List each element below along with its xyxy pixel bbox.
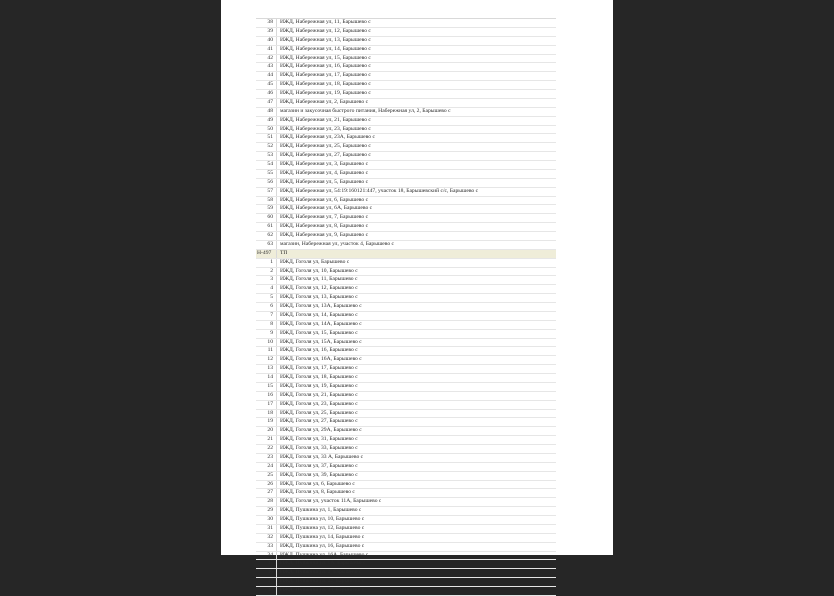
table-row (256, 392, 556, 401)
table-row (256, 454, 556, 463)
row-text: магазин, Набережная ул, участок 4, Барышево с (280, 240, 395, 247)
table-row (256, 427, 556, 436)
row-text: ИЖД, Гоголя ул, 27, Барышево с (280, 418, 358, 425)
row-text: ИЖД, Набережная ул, 25, Барышево с (280, 143, 371, 150)
row-number: 63 (256, 241, 277, 249)
row-text: ИЖД, Гоголя ул, 16, Барышево с (280, 347, 358, 354)
row-number: 35 (256, 560, 277, 568)
row-text: ИЖД, Набережная ул, 16, Барышево с (280, 63, 371, 70)
table-row (256, 268, 556, 277)
table-row (256, 143, 556, 152)
row-number: 2 (256, 268, 277, 276)
table-row (256, 134, 556, 143)
row-number: 12 (256, 356, 277, 364)
row-text: ИЖД, Набережная ул, 18, Барышево с (280, 81, 371, 88)
table-row (256, 365, 556, 374)
row-text: ИЖД, Гоголя ул, 11, Барышево с (280, 276, 358, 283)
row-number: 49 (256, 117, 277, 125)
table-row (256, 214, 556, 223)
row-text: ИЖД, Набережная ул, 19, Барышево с (280, 90, 371, 96)
table-row (256, 303, 556, 312)
table-row (256, 241, 556, 250)
row-text: ИЖД, Гоголя ул, 6, Барышево с (280, 480, 355, 487)
row-text: ИЖД, Набережная ул, 3, Барышево с (280, 161, 369, 167)
row-text: ИЖД, Гоголя ул, 33, Барышево с (280, 445, 358, 451)
table-row (256, 188, 556, 197)
table-row (256, 321, 556, 330)
row-text: ИЖД, Пушкина ул, 10, Барышево с (280, 516, 365, 522)
row-number: 14 (256, 374, 277, 382)
table-row (256, 401, 556, 410)
row-number: 24 (256, 463, 277, 471)
table-row (256, 463, 556, 472)
row-text: ИЖД, Набережная ул, 23А, Барышево с (280, 134, 375, 141)
table-row (256, 472, 556, 481)
table-row (256, 507, 556, 516)
row-text: ИЖД, Набережная ул, 5, Барышево с (280, 178, 369, 185)
table-row (256, 197, 556, 206)
row-number: 58 (256, 197, 277, 205)
row-text: ИЖД, Гоголя ул, 16А, Барышево с (280, 356, 362, 363)
row-text: ИЖД, Гоголя ул, 8, Барышево с (280, 489, 355, 496)
row-text: ИЖД, Набережная ул, 6, Барышево с (280, 196, 369, 203)
row-number: 13 (256, 365, 277, 373)
row-text: ИЖД, Гоголя ул, 31, Барышево с (280, 436, 358, 443)
table-row (256, 126, 556, 135)
row-number: 52 (256, 143, 277, 151)
table-row (256, 410, 556, 419)
table-row (256, 481, 556, 490)
table-row (256, 347, 556, 356)
row-number: 6 (256, 303, 277, 311)
row-number: 47 (256, 99, 277, 107)
table-row (256, 232, 556, 241)
row-number: 55 (256, 170, 277, 178)
row-number: 4 (256, 285, 277, 293)
row-text: ИЖД, Набережная ул, 21, Барышево с (280, 116, 371, 123)
row-text: ИЖД, Набережная ул, 4, Барышево с (280, 169, 369, 176)
row-text: ИЖД, Гоголя ул, Барышево с (280, 258, 350, 265)
row-text: ИЖД, Набережная ул, 13, Барышево с (280, 36, 371, 43)
row-number: 16 (256, 392, 277, 400)
table-row (256, 223, 556, 232)
table-row (256, 170, 556, 179)
row-text: ИЖД, Гоголя ул, участок 11А, Барышево с (280, 498, 382, 505)
row-text: ИЖД, Гоголя ул, 17, Барышево с (280, 365, 358, 372)
row-number: 43 (256, 63, 277, 71)
row-number: 56 (256, 179, 277, 187)
table-row (256, 374, 556, 383)
row-number: 22 (256, 445, 277, 453)
row-number: 20 (256, 427, 277, 435)
table-row (256, 28, 556, 37)
row-text: ИЖД, Набережная ул, 23, Барышево с (280, 125, 371, 132)
row-text: ИЖД, Гоголя ул, 15, Барышево с (280, 329, 358, 336)
row-number: 46 (256, 90, 277, 98)
row-number: 27 (256, 489, 277, 497)
row-text: ИЖД, Набережная ул, 12, Барышево с (280, 27, 371, 34)
row-number: 39 (256, 28, 277, 36)
row-number: 32 (256, 534, 277, 542)
row-number: 26 (256, 481, 277, 489)
table-row (256, 560, 556, 569)
table-row (256, 285, 556, 294)
table-row (256, 445, 556, 454)
row-text: ИЖД, Гоголя ул, 13А, Барышево с (280, 303, 362, 309)
table-row (256, 587, 556, 596)
table-row (256, 356, 556, 365)
row-number: 42 (256, 55, 277, 63)
table-row (256, 19, 556, 28)
table-row (256, 294, 556, 303)
row-text: ИЖД, Пушкина ул, 14, Барышево с (280, 533, 365, 540)
table-row (256, 161, 556, 170)
table-row (256, 63, 556, 72)
row-text: ИЖД, Набережная ул, 54:19:160121:447, участок 18, Барышевский с/с, Барышево с (280, 187, 479, 194)
row-text: ТП (280, 249, 288, 256)
table-row (256, 534, 556, 543)
row-number: 62 (256, 232, 277, 240)
row-number: 60 (256, 214, 277, 222)
row-text: ИЖД, Набережная ул, 6А, Барышево с (280, 205, 373, 212)
row-number: 29 (256, 507, 277, 515)
row-number: 1 (256, 259, 277, 267)
row-number: 40 (256, 37, 277, 45)
row-number: 10 (256, 339, 277, 347)
row-text: ИЖД, Гоголя ул, 23, Барышево с (280, 400, 358, 407)
row-text: ИЖД, Набережная ул, 2, Барышево с (280, 98, 369, 105)
row-number: 48 (256, 108, 277, 116)
row-number: 9 (256, 330, 277, 338)
table-row (256, 525, 556, 534)
document-page (221, 0, 613, 593)
row-text: ИЖД, Набережная ул, 8, Барышево с (280, 223, 369, 230)
row-text: ИЖД, Пушкина ул, 16, Барышево с (280, 542, 365, 549)
row-text: ИЖД, Гоголя ул, 29А, Барышево с (280, 427, 362, 434)
row-text: ИЖД, Набережная ул, 27, Барышево с (280, 152, 371, 159)
table-row (256, 205, 556, 214)
row-text: ИЖД, Гоголя ул, 13, Барышево с (280, 294, 358, 301)
row-number: 11 (256, 347, 277, 355)
row-number: Н-497 (256, 250, 277, 258)
row-number: 45 (256, 81, 277, 89)
row-number: 51 (256, 134, 277, 142)
table-row (256, 339, 556, 348)
table-row (256, 117, 556, 126)
table-row (256, 108, 556, 117)
table-row (256, 90, 556, 99)
row-text: ИЖД, Гоголя ул, 10, Барышево с (280, 267, 358, 274)
row-number: 38 (256, 19, 277, 27)
row-text: ИЖД, Набережная ул, 15, Барышево с (280, 54, 371, 61)
row-text: ИЖД, Гоголя ул, 33 А, Барышево с (280, 453, 364, 460)
row-number: 15 (256, 383, 277, 391)
table-row (256, 72, 556, 81)
table-row (256, 552, 556, 561)
row-number: 50 (256, 126, 277, 134)
row-text: ИЖД, Гоголя ул, 25, Барышево с (280, 409, 358, 416)
row-text: ИЖД, Пушкина ул, 2, Барышево с (280, 569, 362, 576)
row-number: 31 (256, 525, 277, 533)
table-row (256, 489, 556, 498)
row-number: 21 (256, 436, 277, 444)
row-text: ИЖД, Пушкина ул, 16А, Барышево с (280, 551, 369, 558)
row-text: ИЖД, Гоголя ул, 37, Барышево с (280, 462, 358, 469)
table-row (256, 418, 556, 427)
table-row (256, 259, 556, 268)
table-row (256, 276, 556, 285)
row-text: ИЖД, Гоголя ул, 21, Барышево с (280, 391, 358, 398)
table-row (256, 569, 556, 578)
address-table (256, 18, 556, 596)
table-row (256, 498, 556, 507)
row-number: 17 (256, 401, 277, 409)
row-number: 59 (256, 205, 277, 213)
row-text: ИЖД, Гоголя ул, 12, Барышево с (280, 285, 358, 292)
row-number: 61 (256, 223, 277, 231)
table-row (256, 99, 556, 108)
table-row (256, 152, 556, 161)
table-row (256, 179, 556, 188)
section-row (256, 250, 556, 259)
table-row (256, 81, 556, 90)
row-text: магазин и закусочная быстрого питания, Набережная ул, 2, Барышево с (280, 107, 451, 114)
row-number: 3 (256, 276, 277, 284)
row-text: ИЖД, Пушкина ул, 22, Барышево с (280, 578, 365, 585)
row-text: ИЖД, Набережная ул, 17, Барышево с (280, 72, 371, 79)
table-row (256, 578, 556, 587)
row-text: ИЖД, Пушкина ул, 1А, Барышево с (280, 560, 366, 567)
row-number: 37 (256, 578, 277, 586)
row-text: ИЖД, Гоголя ул, 15А, Барышево с (280, 338, 362, 345)
row-number: 28 (256, 498, 277, 506)
row-text: ИЖД, Набережная ул, 7, Барышево с (280, 214, 369, 221)
table-row (256, 312, 556, 321)
row-number: 30 (256, 516, 277, 524)
row-text: ИЖД, Гоголя ул, 39, Барышево с (280, 471, 358, 478)
row-text: ИЖД, Гоголя ул, 14, Барышево с (280, 311, 358, 318)
row-number: 36 (256, 569, 277, 577)
row-number: 23 (256, 454, 277, 462)
row-number: 54 (256, 161, 277, 169)
table-row (256, 37, 556, 46)
table-row (256, 55, 556, 64)
row-text: ИЖД, Пушкина ул, 24, Барышево с (280, 587, 365, 593)
row-number: 57 (256, 188, 277, 196)
row-text: ИЖД, Гоголя ул, 14А, Барышево с (280, 320, 362, 327)
table-row (256, 46, 556, 55)
row-text: ИЖД, Набережная ул, 9, Барышево с (280, 232, 369, 238)
row-text: ИЖД, Пушкина ул, 1, Барышево с (280, 507, 362, 514)
row-text: ИЖД, Гоголя ул, 18, Барышево с (280, 374, 358, 380)
row-text: ИЖД, Набережная ул, 14, Барышево с (280, 45, 371, 52)
row-text: ИЖД, Пушкина ул, 12, Барышево с (280, 524, 365, 531)
table-row (256, 330, 556, 339)
row-number: 33 (256, 543, 277, 551)
row-number: 34 (256, 552, 277, 560)
row-number: 7 (256, 312, 277, 320)
row-number: 5 (256, 294, 277, 302)
row-number: 25 (256, 472, 277, 480)
row-text: ИЖД, Набережная ул, 11, Барышево с (280, 19, 371, 25)
row-number: 44 (256, 72, 277, 80)
table-row (256, 436, 556, 445)
table-row (256, 516, 556, 525)
row-number: 41 (256, 46, 277, 54)
row-number: 18 (256, 410, 277, 418)
row-number: 19 (256, 418, 277, 426)
row-number: 53 (256, 152, 277, 160)
row-number: 8 (256, 321, 277, 329)
row-text: ИЖД, Гоголя ул, 19, Барышево с (280, 382, 358, 389)
row-number: 38 (256, 587, 277, 595)
table-row (256, 383, 556, 392)
table-row (256, 543, 556, 552)
